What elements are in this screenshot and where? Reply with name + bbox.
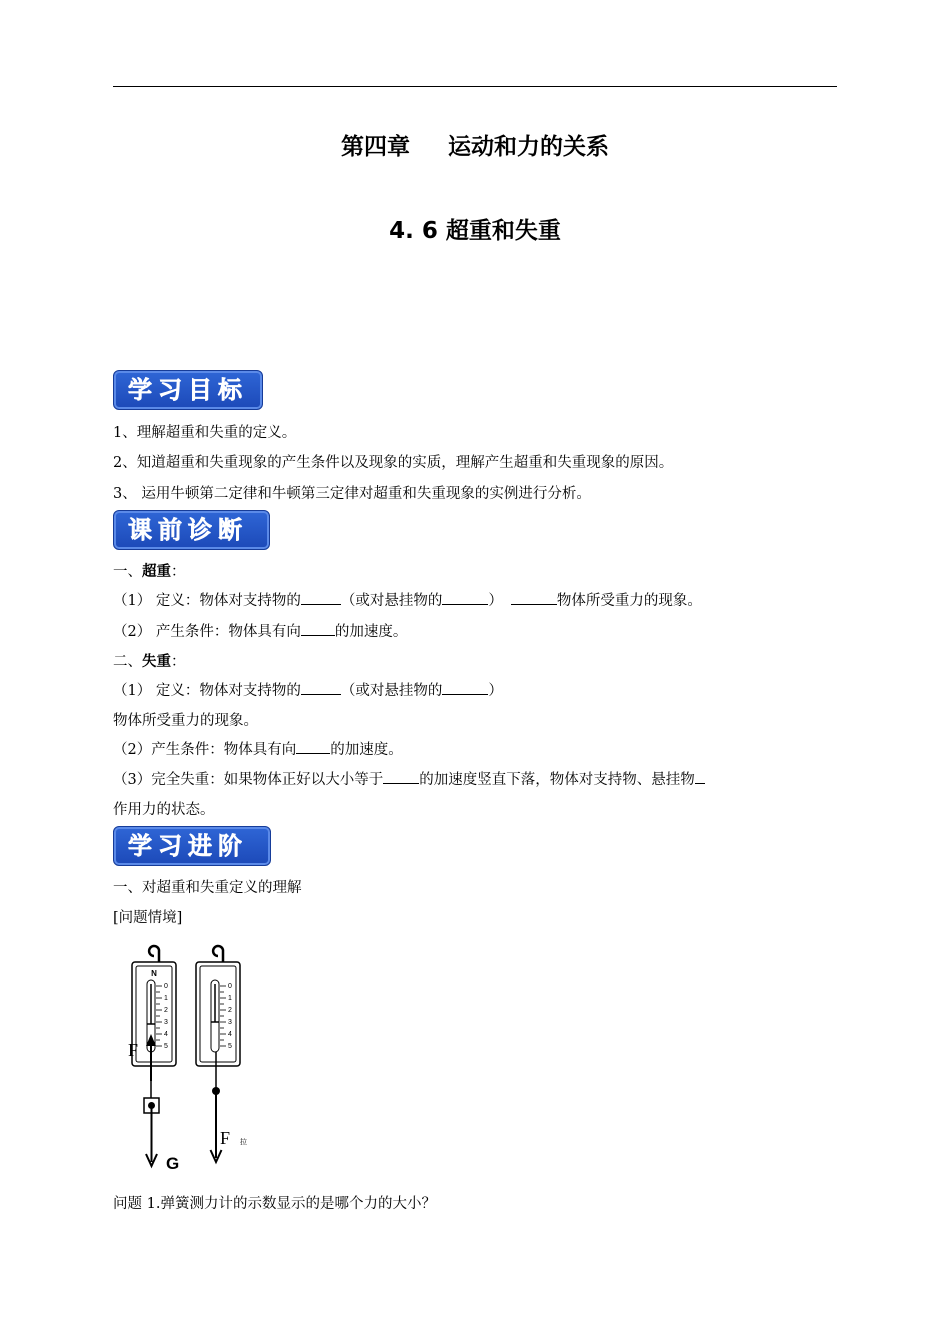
svg-text:1: 1 bbox=[228, 995, 232, 1002]
badge-advanced-learning: 学习进阶 bbox=[113, 826, 271, 866]
weightless-heading: 二、失重： bbox=[113, 653, 186, 670]
svg-text:3: 3 bbox=[164, 1019, 168, 1026]
svg-text:0: 0 bbox=[228, 983, 232, 990]
badge-pre-class-diagnosis: 课前诊断 bbox=[113, 510, 270, 550]
chapter-label: 第四章 bbox=[341, 134, 410, 160]
svg-text:1: 1 bbox=[164, 995, 168, 1002]
label-f: F bbox=[128, 1040, 139, 1060]
svg-text:2: 2 bbox=[228, 1007, 232, 1014]
blank[interactable] bbox=[442, 680, 488, 695]
svg-text:5: 5 bbox=[228, 1043, 232, 1050]
spring-scale-figure bbox=[120, 936, 260, 1176]
advanced-item-1: 一、对超重和失重定义的理解 bbox=[113, 880, 302, 896]
header-rule bbox=[113, 86, 837, 87]
chapter-title bbox=[0, 128, 950, 161]
blank[interactable] bbox=[695, 769, 705, 784]
blank[interactable] bbox=[511, 590, 557, 605]
goal-1: 1、理解超重和失重的定义。 bbox=[113, 425, 297, 441]
blank[interactable] bbox=[296, 739, 330, 754]
svg-text:0: 0 bbox=[164, 983, 168, 990]
blank[interactable] bbox=[301, 621, 335, 636]
blank[interactable] bbox=[301, 680, 341, 695]
section-title: 4. 6 超重和失重 bbox=[389, 218, 561, 244]
overweight-definition: （1） 定义：物体对支持物的 （或对悬挂物的 ） 物体所受重力的现象。 bbox=[113, 589, 702, 610]
blank[interactable] bbox=[383, 769, 419, 784]
label-f-pull-sub: 拉 bbox=[240, 1139, 247, 1146]
svg-text:4: 4 bbox=[228, 1031, 232, 1038]
left-spring-scale bbox=[128, 946, 179, 1173]
svg-text:5: 5 bbox=[164, 1043, 168, 1050]
svg-text:3: 3 bbox=[228, 1019, 232, 1026]
overweight-heading: 一、超重： bbox=[113, 563, 186, 580]
chapter-name: 运动和力的关系 bbox=[448, 134, 609, 160]
label-f-pull: F bbox=[220, 1128, 231, 1148]
weightless-definition: （1） 定义：物体对支持物的 （或对悬挂物的 ） bbox=[113, 679, 503, 700]
badge-learning-goals: 学习目标 bbox=[113, 370, 263, 410]
goal-2: 2、知道超重和失重现象的产生条件以及现象的实质，理解产生超重和失重现象的原因。 bbox=[113, 455, 674, 471]
complete-weightlessness: （3）完全失重：如果物体正好以大小等于 的加速度竖直下落，物体对支持物、悬挂物 bbox=[113, 768, 705, 789]
overweight-condition: （2） 产生条件：物体具有向 的加速度。 bbox=[113, 620, 407, 641]
svg-text:2: 2 bbox=[164, 1007, 168, 1014]
weightless-condition: （2）产生条件：物体具有向 的加速度。 bbox=[113, 738, 403, 759]
blank[interactable] bbox=[301, 590, 341, 605]
complete-weightlessness-cont: 作用力的状态。 bbox=[113, 802, 215, 818]
svg-text:4: 4 bbox=[164, 1031, 168, 1038]
blank[interactable] bbox=[442, 590, 488, 605]
scale-unit-n: N bbox=[151, 969, 157, 978]
weightless-definition-cont: 物体所受重力的现象。 bbox=[113, 713, 258, 729]
right-spring-scale bbox=[196, 946, 247, 1162]
goal-3: 3、 运用牛顿第二定律和牛顿第三定律对超重和失重现象的实例进行分析。 bbox=[113, 486, 591, 502]
question-1: 问题 1.弹簧测力计的示数显示的是哪个力的大小？ bbox=[113, 1196, 436, 1212]
label-g: G bbox=[166, 1154, 180, 1173]
problem-context: [问题情境] bbox=[113, 910, 183, 926]
